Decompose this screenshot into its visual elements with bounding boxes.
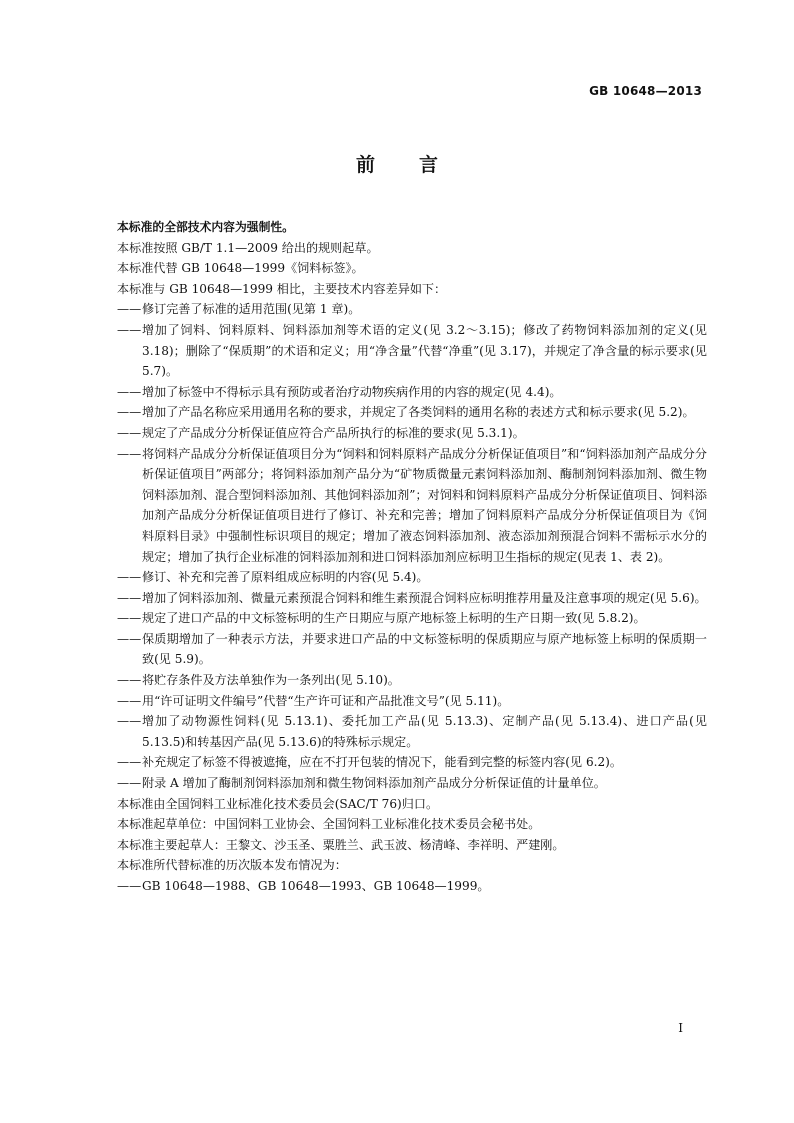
list-dash: —— xyxy=(117,405,142,420)
list-item-text: 将饲料产品成分分析保证值项目分为“饲料和饲料原料产品成分分析保证值项目”和“饲料添加剂产品成分分析保证值项目”两部分；将饲料添加剂产品分为“矿物质微量元素饲料添加剂、酶制剂饲料添加剂、微生物饲料添加剂、混合型饲料添加剂、其他饲料添加剂”；对饲料和饲料原料产品成分分析保证值项目、饲料添加剂产品成分分析保证值项目进行了修订、补充和完善；增加了饲料原料产品成分分析保证值项目为《饲料原料目录》中强制性标识项目的规定；增加了液态饲料添加剂、液态添加剂预混合饲料不需标示水分的规定；增加了执行企业标准的饲料添加剂和进口饲料添加剂应标明卫生指标的规定(见表 1、表 2)。 xyxy=(142,446,707,564)
list-item-text: 修订、补充和完善了原料组成应标明的内容(见 5.4)。 xyxy=(142,570,429,585)
replaces-paragraph: 本标准代替 GB 10648—1999《饲料标签》。 xyxy=(117,261,364,276)
list-dash: —— xyxy=(117,776,142,791)
changes-intro-paragraph: 本标准与 GB 10648—1999 相比，主要技术内容差异如下： xyxy=(117,281,447,296)
list-item xyxy=(117,423,707,444)
list-item xyxy=(117,588,707,609)
responsible-committee-paragraph: 本标准由全国饲料工业标准化技术委员会(SAC/T 76)归口。 xyxy=(117,796,439,811)
list-item-text: 增加了饲料、饲料原料、饲料添加剂等术语的定义(见 3.2～3.15)；修改了药物饲料添加剂的定义(见 3.18)；删除了“保质期”的术语和定义；用“净含量”代替“净重”(见 3.17)，并规定了净含量的标示要求(见 5.7)。 xyxy=(142,322,707,379)
standard-code: GB 10648—2013 xyxy=(589,84,702,98)
list-item-text: 用“许可证明文件编号”代替“生产许可证和产品批准文号”(见 5.11)。 xyxy=(142,693,510,708)
list-item xyxy=(117,670,707,691)
list-item-text: 增加了动物源性饲料(见 5.13.1)、委托加工产品(见 5.13.3)、定制产品(见 5.13.4)、进口产品(见 5.13.5)和转基因产品(见 5.13.6)的特殊标示规定。 xyxy=(142,714,707,749)
list-item-text: 规定了产品成分分析保证值应符合产品所执行的标准的要求(见 5.3.1)。 xyxy=(142,425,525,440)
list-item xyxy=(117,444,707,568)
list-dash: —— xyxy=(117,631,142,646)
list-dash: —— xyxy=(117,322,142,337)
list-item xyxy=(117,752,707,773)
list-dash: —— xyxy=(117,714,142,729)
list-dash: —— xyxy=(117,611,142,626)
history-intro-paragraph: 本标准所代替标准的历次版本发布情况为： xyxy=(117,858,347,873)
list-item-text: 修订完善了标准的适用范围(见第 1 章)。 xyxy=(142,302,361,317)
list-item-text: 附录 A 增加了酶制剂饲料添加剂和微生物饲料添加剂产品成分分析保证值的计量单位。 xyxy=(142,776,606,791)
list-item xyxy=(117,320,707,382)
list-dash: —— xyxy=(117,302,142,317)
drafters-paragraph: 本标准主要起草人：王黎文、沙玉圣、粟胜兰、武玉波、杨清峰、李祥明、严建刚。 xyxy=(117,837,565,852)
list-dash: —— xyxy=(117,673,142,688)
page-title: 前言 xyxy=(355,154,482,176)
history-item xyxy=(117,876,707,897)
page-number: I xyxy=(678,1021,683,1035)
list-item-text: 补充规定了标签不得被遮掩，应在不打开包装的情况下，能看到完整的标签内容(见 6.2)。 xyxy=(142,755,622,770)
list-dash: —— xyxy=(117,570,142,585)
list-dash: —— xyxy=(117,446,142,461)
list-item xyxy=(117,299,707,320)
list-item-text: 将贮存条件及方法单独作为一条列出(见 5.10)。 xyxy=(142,673,400,688)
list-dash: —— xyxy=(117,879,142,893)
list-item xyxy=(117,382,707,403)
list-dash: —— xyxy=(117,590,142,605)
list-item-text: 保质期增加了一种表示方法，并要求进口产品的中文标签标明的保质期应与原产地标签上标明的保质期一致(见 5.9)。 xyxy=(142,631,707,667)
list-dash: —— xyxy=(117,755,142,770)
foreword-body xyxy=(117,217,707,897)
list-item xyxy=(117,691,707,712)
list-dash: —— xyxy=(117,384,142,399)
list-item-text: 增加了饲料添加剂、微量元素预混合饲料和维生素预混合饲料应标明推荐用量及注意事项的规定(见 5.6)。 xyxy=(142,590,707,605)
list-item xyxy=(117,629,707,670)
list-item-text: 增加了标签中不得标示具有预防或者治疗动物疾病作用的内容的规定(见 4.4)。 xyxy=(142,384,562,399)
list-item xyxy=(117,402,707,423)
list-item-text: 增加了产品名称应采用通用名称的要求，并规定了各类饲料的通用名称的表述方式和标示要求(见 5.2)。 xyxy=(142,405,695,420)
list-item xyxy=(117,567,707,588)
history-text: GB 10648—1988、GB 10648—1993、GB 10648—1999。 xyxy=(142,879,490,893)
list-item xyxy=(117,773,707,794)
list-dash: —— xyxy=(117,693,142,708)
list-item-text: 规定了进口产品的中文标签标明的生产日期应与原产地标签上标明的生产日期一致(见 5.8.2)。 xyxy=(142,611,646,626)
list-dash: —— xyxy=(117,425,142,440)
mandatory-statement: 本标准的全部技术内容为强制性。 xyxy=(117,220,294,234)
list-item xyxy=(117,608,707,629)
drafting-units-paragraph: 本标准起草单位：中国饲料工业协会、全国饲料工业标准化技术委员会秘书处。 xyxy=(117,817,541,832)
changes-list xyxy=(117,299,707,793)
list-item xyxy=(117,711,707,752)
drafting-rules-paragraph: 本标准按照 GB/T 1.1—2009 给出的规则起草。 xyxy=(117,240,379,255)
